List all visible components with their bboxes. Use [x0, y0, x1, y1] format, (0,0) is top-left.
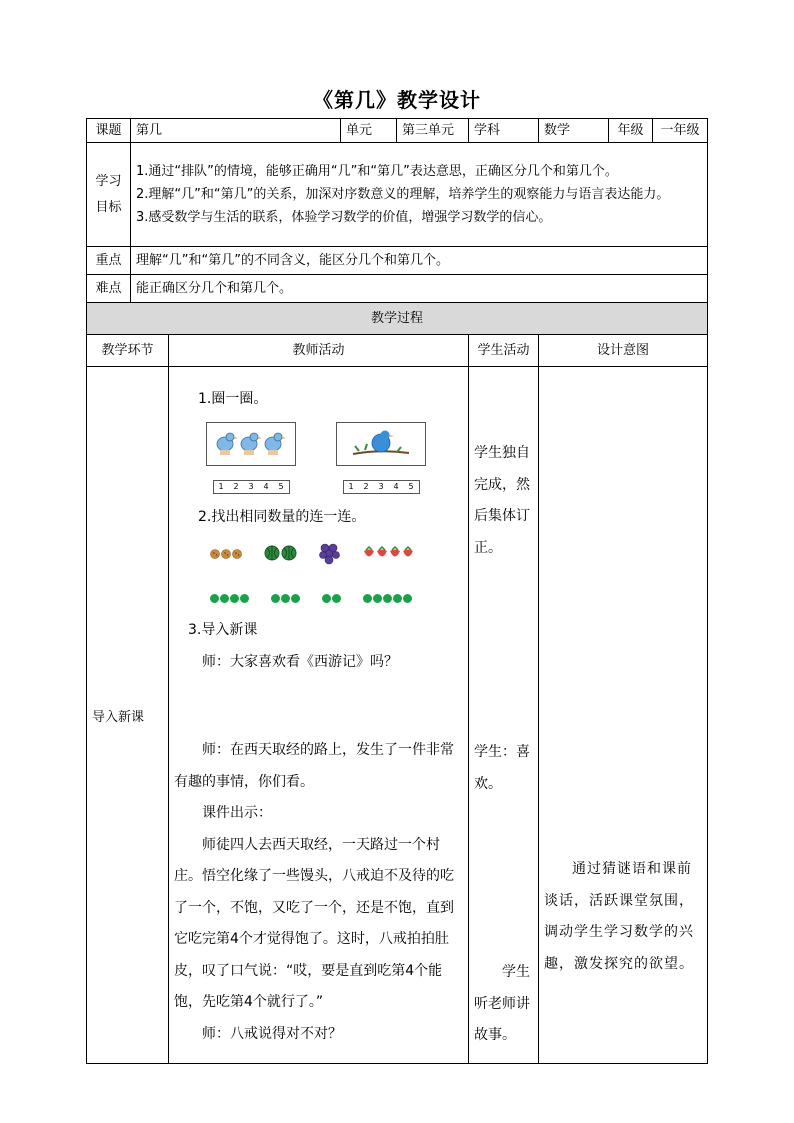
number-strip-1: 1 2 3 4 5 — [213, 480, 290, 494]
watermelon-icon — [281, 545, 297, 568]
stage-cell: 导入新课 — [87, 367, 169, 1064]
strawberry-group — [363, 546, 414, 567]
process-heading-row — [87, 303, 708, 335]
fruit-groups — [174, 543, 463, 569]
col-teacher: 教师活动 — [169, 335, 469, 367]
document-title: 《第几》教学设计 — [313, 88, 481, 112]
step-1: 1.圈一圈。 — [198, 391, 268, 407]
story-intro: 师：在西天取经的路上，发生了一件非常有趣的事情，你们看。 — [174, 742, 454, 790]
grade-value: 一年级 — [653, 119, 708, 143]
header-row — [87, 119, 708, 143]
goal-item-2: 2.理解“几”和“第几”的关系，加深对序数意义的理解，培养学生的观察能力与语言表达能力。 — [136, 187, 670, 202]
strawberry-icon — [402, 546, 414, 567]
green-dot — [281, 594, 290, 603]
one-bird-image — [336, 422, 426, 466]
lesson-plan-table — [86, 118, 708, 1064]
courseware: 课件出示： — [202, 805, 272, 821]
subject-label: 学科 — [469, 119, 539, 143]
green-dot — [210, 594, 219, 603]
step-2: 2.找出相同数量的连一连。 — [198, 508, 366, 525]
student-1: 学生独自完成，然后集体订正。 — [474, 445, 531, 556]
dot-group — [210, 594, 249, 603]
key-point-row — [87, 247, 708, 275]
green-dot — [373, 594, 382, 603]
goals-row — [87, 143, 708, 247]
key-point-value: 理解“几”和“第几”的不同含义，能区分几个和第几个。 — [131, 247, 708, 275]
dot-group — [271, 594, 300, 603]
green-dot — [271, 594, 280, 603]
green-dot — [403, 594, 412, 603]
grapes-icon — [319, 541, 341, 572]
difficulty-value: 能正确区分几个和第几个。 — [131, 275, 708, 303]
strawberry-icon — [363, 546, 375, 567]
green-dot — [322, 594, 331, 603]
dot-group — [363, 594, 412, 603]
student-activity — [469, 367, 539, 1064]
green-dot — [332, 594, 341, 603]
difficulty-label: 难点 — [87, 275, 131, 303]
goals-label: 学习目标 — [87, 143, 131, 247]
bird-picture-1 — [206, 422, 296, 494]
strawberry-icon — [389, 546, 401, 567]
design-text: 通过猜谜语和课前谈话，活跃课堂氛围，调动学生学习数学的兴趣，激发探究的欲望。 — [544, 861, 695, 972]
dot-groups — [174, 591, 463, 605]
three-birds-image — [206, 422, 296, 466]
number-strip-2: 1 2 3 4 5 — [343, 480, 420, 494]
grade-label: 年级 — [609, 119, 653, 143]
cookie-icon — [232, 546, 242, 566]
grapes-group — [319, 541, 341, 572]
bird-picture-2 — [336, 422, 426, 494]
process-row — [87, 367, 708, 1064]
green-dot — [230, 594, 239, 603]
topic-label: 课题 — [87, 119, 131, 143]
col-student: 学生活动 — [469, 335, 539, 367]
cookie-icon — [221, 546, 231, 566]
green-dot — [220, 594, 229, 603]
design-intent — [539, 367, 708, 1064]
topic-value: 第几 — [131, 119, 341, 143]
key-point-label: 重点 — [87, 247, 131, 275]
goals-content — [131, 143, 708, 247]
goal-item-1: 1.通过“排队”的情境，能够正确用“几”和“第几”表达意思，正确区分几个和第几个。 — [136, 164, 618, 179]
column-header-row — [87, 335, 708, 367]
col-stage: 教学环节 — [87, 335, 169, 367]
green-dot — [393, 594, 402, 603]
difficulty-row — [87, 275, 708, 303]
dot-group — [322, 594, 341, 603]
process-heading: 教学过程 — [87, 303, 708, 335]
teacher-activity — [169, 367, 469, 1064]
cookie-group — [210, 546, 242, 566]
goal-item-3: 3.感受数学与生活的联系，体验学习数学的价值，增强学习数学的信心。 — [136, 210, 552, 225]
green-dot — [291, 594, 300, 603]
watermelon-group — [264, 545, 297, 568]
student-3: 学生听老师讲故事。 — [474, 964, 531, 1044]
step-3: 3.导入新课 — [188, 622, 258, 638]
question-2: 师：八戒说得对不对？ — [202, 1025, 342, 1042]
bird-pictures — [174, 422, 463, 494]
green-dot — [363, 594, 372, 603]
strawberry-icon — [376, 546, 388, 567]
student-2: 学生：喜欢。 — [474, 744, 531, 792]
unit-label: 单元 — [341, 119, 397, 143]
green-dot — [240, 594, 249, 603]
watermelon-icon — [264, 545, 280, 568]
col-design: 设计意图 — [539, 335, 708, 367]
unit-value: 第三单元 — [397, 119, 469, 143]
story-text: 师徒四人去西天取经，一天路过一个村庄。悟空化缘了一些馒头，八戒迫不及待的吃了一个，不饱，又吃了一个，还是不饱，直到它吃完第4个才觉得饱了。这时，八戒拍拍肚皮，叹了口气说：“哎，要是直到吃第4个能饱，先吃第4个就行了。” — [174, 836, 454, 1010]
green-dot — [383, 594, 392, 603]
question-1: 师：大家喜欢看《西游记》吗？ — [202, 653, 398, 670]
subject-value: 数学 — [539, 119, 609, 143]
cookie-icon — [210, 546, 220, 566]
